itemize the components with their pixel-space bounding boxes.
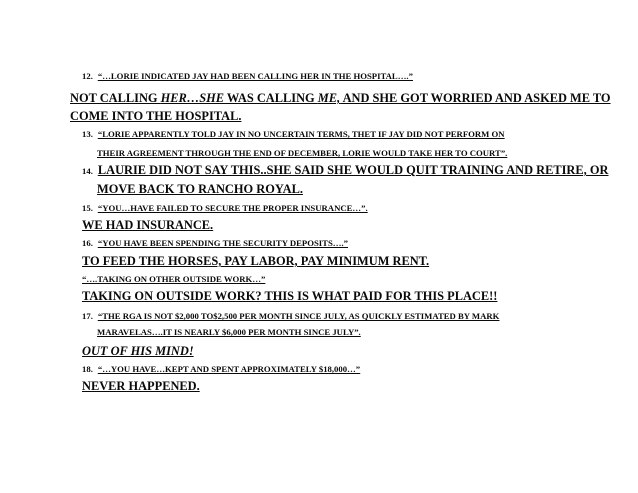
item-12-quote — [82, 72, 413, 81]
quote-text: “YOU…HAVE FAILED TO SECURE THE PROPER INSURANCE…”. — [97, 203, 368, 213]
quote-text: “…LORIE INDICATED JAY HAD BEEN CALLING HER IN THE HOSPITAL….” — [97, 71, 413, 81]
item-13-quote-line1 — [82, 130, 505, 139]
item-14-response-line1 — [82, 164, 608, 176]
item-number: 18. — [82, 364, 93, 374]
response-text: LAURIE DID NOT SAY THIS..SHE SAID SHE WOULD QUIT TRAINING AND RETIRE, OR — [97, 163, 609, 177]
item-number: 13. — [82, 129, 93, 139]
item-number: 15. — [82, 203, 93, 213]
item-17-response: OUT OF HIS MIND! — [82, 344, 194, 358]
response-emphasis-her: HER…SHE — [160, 91, 225, 105]
item-12-response-line2: COME INTO THE HOSPITAL. — [70, 109, 242, 123]
item-17-quote-line2: MARAVELAS….IT IS NEARLY $6,000 PER MONTH SINCE JULY”. — [97, 327, 361, 337]
response-text: AND SHE GOT WORRIED AND ASKED ME TO — [340, 91, 611, 105]
item-number: 14. — [82, 166, 93, 176]
item-15-quote — [82, 204, 368, 213]
item-number: 12. — [82, 71, 93, 81]
item-16-response: TO FEED THE HORSES, PAY LABOR, PAY MINIMUM RENT. — [82, 254, 430, 268]
response-text: NOT CALLING — [70, 91, 161, 105]
item-18-quote — [82, 365, 360, 374]
quote-text: “LORIE APPARENTLY TOLD JAY IN NO UNCERTAIN TERMS, THET IF JAY DID NOT PERFORM ON — [97, 129, 505, 139]
quote-text: “THE RGA IS NOT $2,000 TO$2,500 PER MONTH SINCE JULY, AS QUICKLY ESTIMATED BY MARK — [97, 311, 500, 321]
item-15-response: WE HAD INSURANCE. — [82, 218, 214, 232]
quote-text: “…YOU HAVE…KEPT AND SPENT APPROXIMATELY $18,000…” — [97, 364, 361, 374]
item-12-response-line1 — [70, 92, 611, 104]
outside-work-quote: “….TAKING ON OTHER OUTSIDE WORK…” — [82, 274, 266, 284]
response-emphasis-me: ME, — [317, 91, 341, 105]
response-text: WAS CALLING — [224, 91, 318, 105]
item-17-quote-line1 — [82, 312, 499, 321]
item-18-response: NEVER HAPPENED. — [82, 379, 200, 393]
item-number: 17. — [82, 311, 93, 321]
outside-work-response: TAKING ON OUTSIDE WORK? THIS IS WHAT PAID FOR THIS PLACE!! — [82, 289, 498, 303]
quote-text: “YOU HAVE BEEN SPENDING THE SECURITY DEPOSITS….” — [97, 238, 349, 248]
item-14-response-line2: MOVE BACK TO RANCHO ROYAL. — [97, 182, 303, 196]
item-number: 16. — [82, 238, 93, 248]
item-13-quote-line2: THEIR AGREEMENT THROUGH THE END OF DECEMBER, LORIE WOULD TAKE HER TO COURT”. — [97, 148, 508, 158]
item-16-quote — [82, 239, 348, 248]
